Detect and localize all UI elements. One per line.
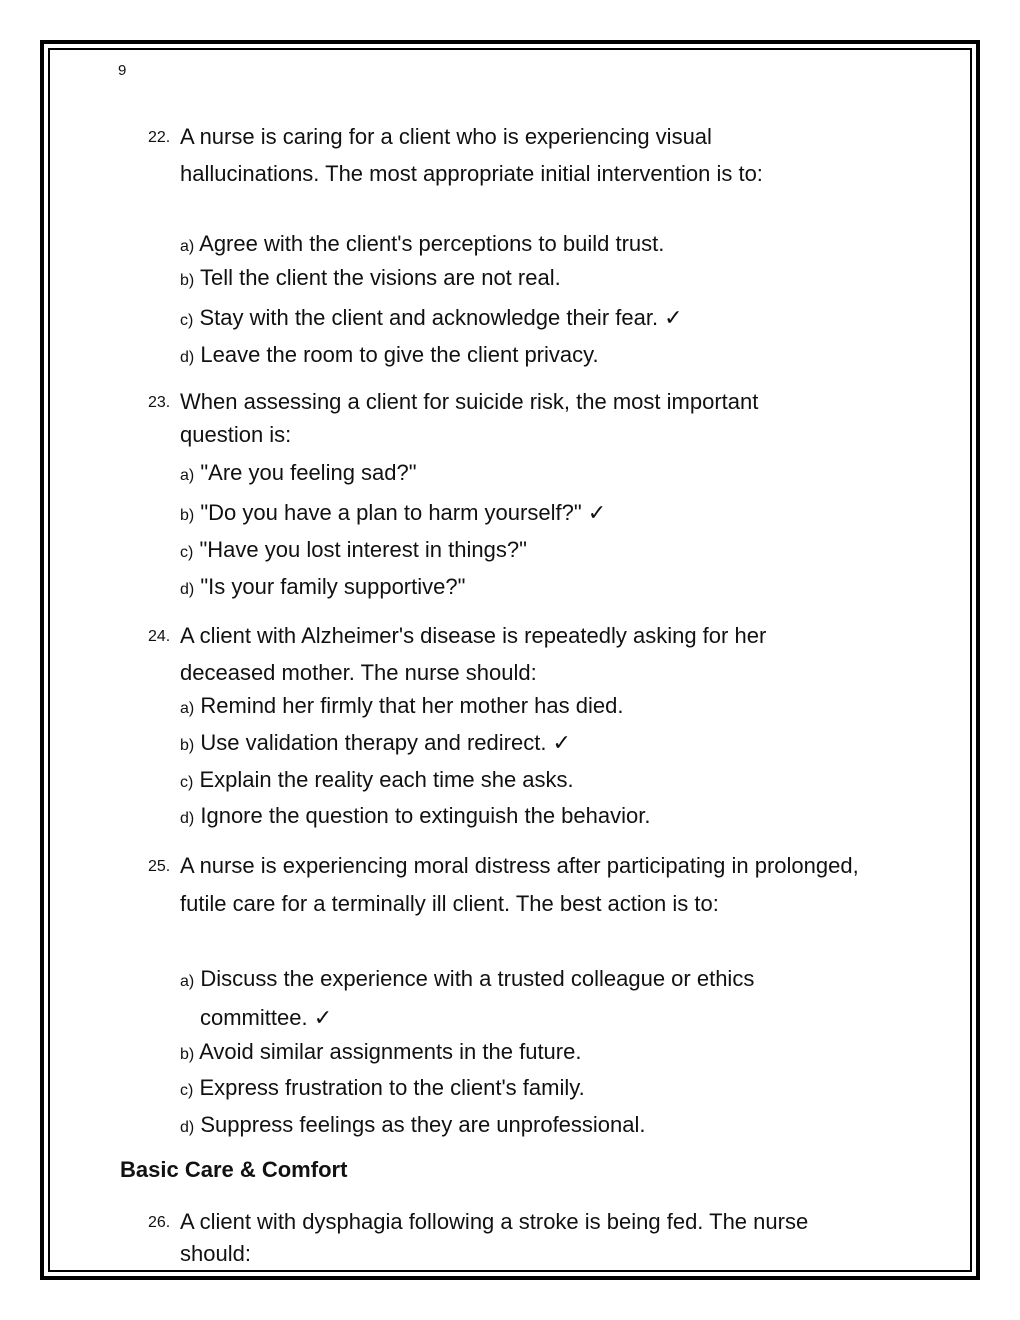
option-25d [180, 1107, 860, 1146]
option-letter: a) [180, 973, 195, 990]
question-23 [148, 385, 868, 451]
page-number: 9 [118, 62, 127, 79]
option-text: Discuss the experience with a trusted colleague or ethics committee. ✓ [200, 966, 755, 1030]
option-25a [180, 961, 820, 1036]
option-24d [180, 798, 860, 837]
question-24 [148, 617, 868, 691]
option-letter: d) [180, 349, 195, 366]
option-letter: c) [180, 312, 194, 329]
option-letter: a) [180, 700, 195, 717]
option-25c [180, 1070, 860, 1109]
option-text: "Do you have a plan to harm yourself?" ✓ [200, 500, 607, 525]
option-letter: b) [180, 272, 195, 289]
option-text: Use validation therapy and redirect. ✓ [200, 730, 571, 755]
option-text: Avoid similar assignments in the future. [199, 1039, 582, 1064]
option-23b [180, 495, 860, 534]
question-number: 22. [148, 129, 171, 146]
question-number: 26. [148, 1214, 171, 1231]
option-25b [180, 1034, 860, 1073]
option-text: Express frustration to the client's family. [199, 1075, 585, 1100]
option-text: Remind her firmly that her mother has died. [200, 693, 624, 718]
option-24c [180, 762, 860, 801]
option-22d [180, 337, 860, 376]
option-22b [180, 260, 860, 299]
option-24a [180, 688, 860, 727]
option-text: "Have you lost interest in things?" [199, 537, 527, 562]
option-text: Leave the room to give the client privacy. [200, 342, 599, 367]
option-letter: a) [180, 238, 195, 255]
option-text: Tell the client the visions are not real. [199, 265, 561, 290]
question-stem: When assessing a client for suicide risk, the most important question is: [180, 389, 759, 447]
option-24b [180, 725, 860, 764]
question-26 [148, 1206, 868, 1270]
option-letter: c) [180, 774, 194, 791]
option-23d [180, 569, 860, 608]
option-text: "Is your family supportive?" [200, 574, 466, 599]
option-text: Explain the reality each time she asks. [199, 767, 574, 792]
question-stem: A nurse is caring for a client who is experiencing visual hallucinations. The most appropriate initial intervention is to: [180, 124, 763, 186]
option-letter: b) [180, 1046, 195, 1063]
option-text: "Are you feeling sad?" [200, 460, 417, 485]
option-letter: c) [180, 544, 194, 561]
option-letter: c) [180, 1082, 194, 1099]
option-letter: d) [180, 1119, 195, 1136]
option-23a [180, 455, 860, 494]
question-stem: A client with dysphagia following a stroke is being fed. The nurse should: [180, 1209, 809, 1266]
option-text: Agree with the client's perceptions to build trust. [199, 231, 665, 256]
question-stem: A nurse is experiencing moral distress after participating in prolonged, futile care for a terminally ill client. The best action is to: [180, 853, 859, 916]
option-22c [180, 300, 860, 339]
question-25 [148, 847, 868, 923]
option-letter: a) [180, 467, 195, 484]
option-text: Ignore the question to extinguish the behavior. [200, 803, 651, 828]
option-text: Suppress feelings as they are unprofessional. [200, 1112, 646, 1137]
option-letter: d) [180, 581, 195, 598]
option-letter: b) [180, 507, 195, 524]
question-stem: A client with Alzheimer's disease is repeatedly asking for her deceased mother. The nurse should: [180, 623, 767, 685]
question-22 [148, 118, 868, 192]
option-23c [180, 532, 860, 571]
section-heading: Basic Care & Comfort [120, 1157, 348, 1182]
question-number: 25. [148, 858, 171, 875]
option-letter: b) [180, 737, 195, 754]
question-number: 24. [148, 628, 171, 645]
option-text: Stay with the client and acknowledge their fear. ✓ [199, 305, 683, 330]
option-letter: d) [180, 810, 195, 827]
question-number: 23. [148, 394, 171, 411]
